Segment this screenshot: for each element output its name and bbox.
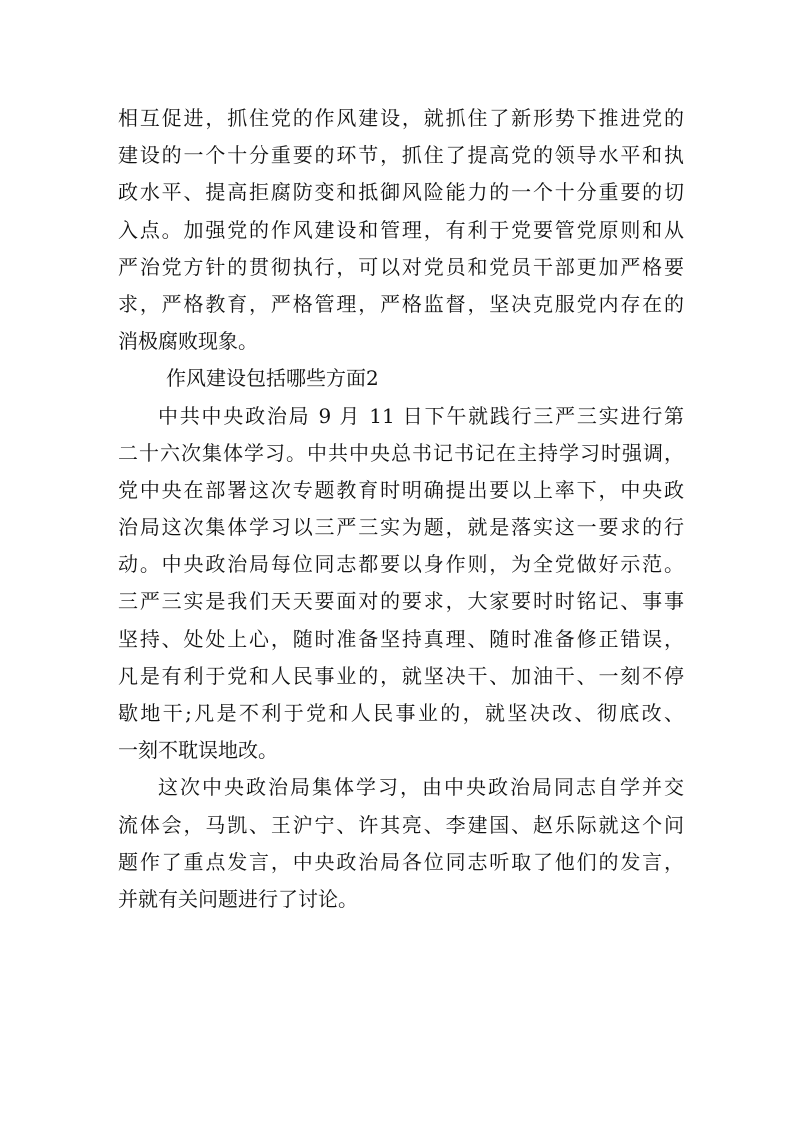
text-line: 并就有关问题进行了讨论。 (118, 886, 358, 911)
section-heading: 作风建设包括哪些方面2 (166, 366, 379, 391)
document-body (118, 100, 684, 918)
text-line: 歇地干;凡是不利于党和人民事业的，就坚决改、彻底改、 (118, 701, 684, 725)
text-line: 这次中央政治局集体学习，由中央政治局同志自学并交 (158, 775, 684, 800)
text-line: 动。中央政治局每位同志都要以身作则，为全党做好示范。 (118, 552, 684, 577)
text-line: 题作了重点发言，中央政治局各位同志听取了他们的发言， (118, 849, 684, 874)
text-line: 流体会，马凯、王沪宁、许其亮、李建国、赵乐际就这个问 (118, 812, 684, 837)
text-line: 政水平、提高拒腐防变和抵御风险能力的一个十分重要的切 (118, 180, 684, 205)
text-line: 求，严格教育，严格管理，严格监督，坚决克服党内存在的 (118, 291, 684, 316)
text-line: 坚持、处处上心，随时准备坚持真理、随时准备修正错误， (118, 626, 684, 651)
paragraph-1 (118, 100, 684, 360)
text-line: 中共中央政治局 9 月 11 日下午就践行三严三实进行第 (158, 403, 684, 428)
text-line: 一刻不耽误地改。 (118, 738, 278, 763)
text-line: 相互促进，抓住党的作风建设，就抓住了新形势下推进党的 (118, 106, 684, 130)
text-line: 入点。加强党的作风建设和管理，有利于党要管党原则和从 (118, 217, 684, 242)
text-line: 凡是有利于党和人民事业的，就坚决干、加油干、一刻不停 (118, 663, 684, 688)
text-line: 建设的一个十分重要的环节，抓住了提高党的领导水平和执 (118, 143, 684, 168)
text-line: 消极腐败现象。 (118, 329, 258, 354)
text-line: 二十六次集体学习。中共中央总书记书记在主持学习时强调， (118, 440, 684, 465)
text-line: 三严三实是我们天天要面对的要求，大家要时时铭记、事事 (118, 589, 684, 614)
paragraph-2 (118, 398, 684, 770)
text-line: 严治党方针的贯彻执行，可以对党员和党员干部更加严格要 (118, 254, 684, 279)
text-line: 治局这次集体学习以三严三实为题，就是落实这一要求的行 (118, 515, 684, 540)
text-line: 党中央在部署这次专题教育时明确提出要以上率下，中央政 (118, 477, 684, 502)
paragraph-3 (118, 769, 684, 918)
